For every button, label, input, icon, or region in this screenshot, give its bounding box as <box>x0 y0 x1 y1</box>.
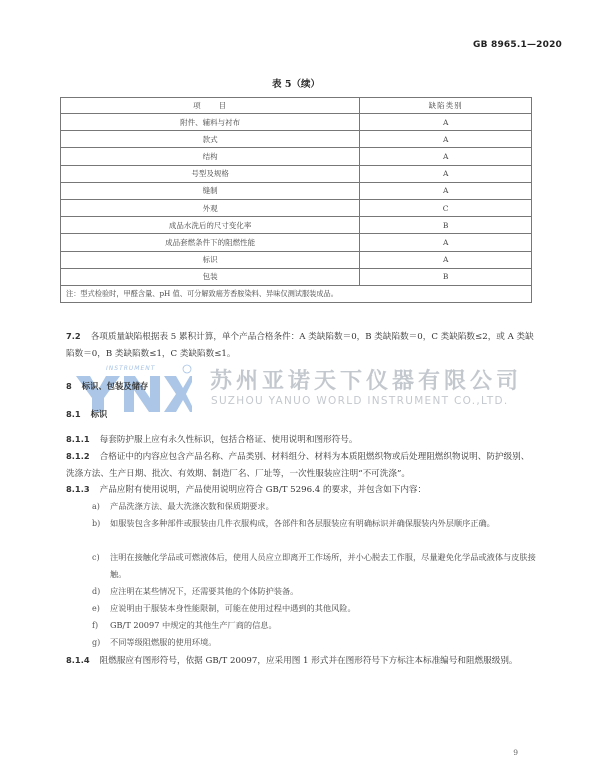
table-row <box>61 148 532 165</box>
list-item-label: c) <box>92 553 100 562</box>
clause-8-1-3 <box>66 481 536 499</box>
section-8-1-heading <box>66 406 536 424</box>
list-item <box>92 600 536 617</box>
standard-number: GB 8965.1—2020 <box>473 40 562 50</box>
table-caption: 表 5（续） <box>272 79 320 90</box>
row-item: 结构 <box>61 148 360 165</box>
list-item <box>92 634 536 651</box>
table-row <box>61 268 532 285</box>
clause-text: 阻燃服应有图形符号，依据 GB/T 20097，应采用图 1 形式并在图形符号下方标注本标准编号和阻燃服级别。 <box>99 656 518 666</box>
clause-text: 各项质量缺陷根据表 5 累积计算，单个产品合格条件：A 类缺陷数＝0，B 类缺陷数＝0，C 类缺陷数≤2，或 A 类缺陷数＝0，B 类缺陷数≤1，C 类缺陷数≤1。 <box>66 332 534 359</box>
list-item <box>92 498 536 515</box>
list-item-text: 产品洗涤方法、最大洗涤次数和保质期要求。 <box>110 501 274 511</box>
list-item-text: 不同等级阻燃服的使用环境。 <box>110 637 217 647</box>
row-item: 缝制 <box>61 182 360 199</box>
list-item <box>92 617 536 634</box>
table-note: 注：型式检验时，甲醛含量、pH 值、可分解致癌芳香胺染料、异味仅测试服装成品。 <box>61 285 532 302</box>
table-row <box>61 251 532 268</box>
section-number: 8.1 <box>66 409 81 419</box>
clause-8-1-1 <box>66 431 536 449</box>
table-row <box>61 114 532 131</box>
list-item <box>92 515 536 532</box>
table-header-row <box>61 98 532 114</box>
list-item-label: g) <box>92 638 101 647</box>
row-category: A <box>360 182 532 199</box>
table-note-row <box>61 285 532 302</box>
list-item <box>92 583 536 600</box>
list-item-text: 应说明由于服装本身性能限制，可能在使用过程中遇到的其他风险。 <box>110 603 356 613</box>
header-defect-category: 缺陷类别 <box>360 98 532 114</box>
clause-number: 8.1.3 <box>66 484 90 494</box>
clause-8-1-4 <box>66 652 536 670</box>
watermark-company-name-en: SUZHOU YANUO WORLD INSTRUMENT CO.,LTD. <box>211 395 509 407</box>
logo-subtext: INSTRUMENT <box>106 365 156 372</box>
watermark-company-name-cn: 苏州亚诺天下仪器有限公司 <box>210 369 523 394</box>
row-category: A <box>360 165 532 182</box>
table-row <box>61 234 532 251</box>
defect-table <box>60 97 532 303</box>
row-item: 包装 <box>61 268 360 285</box>
row-item: 成品套燃条件下的阻燃性能 <box>61 234 360 251</box>
section-title: 标识、包装及储存 <box>81 381 149 391</box>
clause-text: 产品应附有使用说明，产品使用说明应符合 GB/T 5296.4 的要求，并包含如下内容： <box>99 485 427 495</box>
section-title: 标识 <box>90 409 108 419</box>
table-row <box>61 217 532 234</box>
clause-7-2 <box>66 328 536 362</box>
table-row <box>61 182 532 199</box>
row-item: 外观 <box>61 199 360 216</box>
row-item: 标识 <box>61 251 360 268</box>
list-item-text: 应注明在某些情况下，还需要其他的个体防护装备。 <box>110 586 299 596</box>
row-category: A <box>360 114 532 131</box>
row-category: A <box>360 131 532 148</box>
clause-text: 合格证中的内容应包含产品名称、产品类别、材料组分、材料为本质阻燃织物或后处理阻燃织物说明、防护级别、洗涤方法、生产日期、批次、有效期、制造厂名、厂址等，一次性服装应注明“不可洗涤”。 <box>66 452 530 479</box>
list-item-label: a) <box>92 502 100 511</box>
list-item-label: e) <box>92 604 100 613</box>
row-item: 款式 <box>61 131 360 148</box>
row-item: 成品水洗后的尺寸变化率 <box>61 217 360 234</box>
section-8-heading <box>66 378 536 396</box>
clause-number: 7.2 <box>66 331 81 341</box>
row-item: 附件、辅料与衬布 <box>61 114 360 131</box>
list-item-label: d) <box>92 587 101 596</box>
list-item-text: GB/T 20097 中规定的其他生产厂商的信息。 <box>110 620 277 630</box>
row-item: 号型及规格 <box>61 165 360 182</box>
clause-number: 8.1.1 <box>66 434 90 444</box>
row-category: B <box>360 268 532 285</box>
clause-number: 8.1.2 <box>66 451 90 461</box>
list-item-label: f) <box>92 621 99 630</box>
clause-number: 8.1.4 <box>66 655 90 665</box>
list-item <box>92 549 536 583</box>
list-item-label: b) <box>92 519 101 528</box>
table-row <box>61 199 532 216</box>
row-category: A <box>360 251 532 268</box>
row-category: C <box>360 199 532 216</box>
table-row <box>61 165 532 182</box>
clause-8-1-2 <box>66 448 536 482</box>
row-category: A <box>360 148 532 165</box>
row-category: B <box>360 217 532 234</box>
row-category: A <box>360 234 532 251</box>
page-number: 9 <box>513 748 518 757</box>
section-number: 8 <box>66 381 72 391</box>
table-row <box>61 131 532 148</box>
list-item-text: 如服装包含多种部件或服装由几件衣服构成，各部件和各层服装应有明确标识并确保服装内外层顺序正确。 <box>110 518 495 528</box>
list-item-text: 注明在接触化学品或可燃液体后，使用人员应立即离开工作场所，并小心脱去工作服，尽量避免化学品或液体与皮肤接触。 <box>110 552 536 579</box>
header-item: 项 目 <box>61 98 360 114</box>
clause-text: 每套防护服上应有永久性标识，包括合格证、使用说明和图形符号。 <box>99 435 358 445</box>
